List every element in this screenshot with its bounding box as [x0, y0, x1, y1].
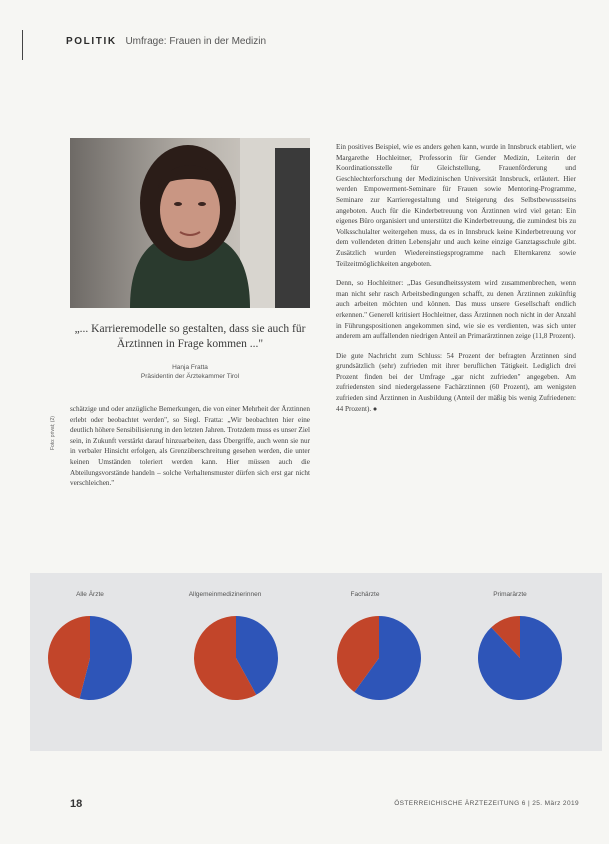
pie-title-3: Fachärzte: [350, 591, 380, 598]
quote-author-role: Präsidentin der Ärztekammer Tirol: [140, 373, 240, 380]
pie-chart-2: [193, 615, 279, 701]
portrait-photo: [70, 138, 310, 308]
pie-chart-3: [336, 615, 422, 701]
right-paragraph-2: Denn, so Hochleitner: „Das Gesundheitssystem wird zusammenbrechen, wenn man nicht sehr rasch Arbeitsbedingungen schafft, zu denen Ärztinnen zukünftig auch arbeiten möchten und können. Das muss unsere Gesellschaft endlich erkennen." Generell kritisiert Hochleitner, dass Ärztinnen noch nicht in der Anzahl in Führungspositionen angekommen sind, wie sie es verdienten, was sich unter anderem am auffallenden niedrigen Anteil an Primarärztinnen zeige (11,8 Prozent).: [336, 279, 576, 341]
right-column-text: [336, 142, 576, 423]
portrait-image: [70, 138, 310, 308]
right-paragraph-1: Ein positives Beispiel, wie es anders gehen kann, wurde in Innsbruck etabliert, wie Margarethe Hochleitner, Professorin für Gender Medizin, Leiterin der Koordinationsstelle für Gleichstellung, Frauenförderung und Geschlechterforschung der Medizinischen Universität Innsbruck, erläutert. Hier werden Empowerment-Seminare für Frauen sowie Mentoring-Programme, Seminare zur Karrieregestaltung und Steigerung des Selbstbewusstseins angeboten. Auch für die Kinderbetreuung von Ärztinnen wird viel getan: Ein eigenes Büro organisiert und unterstützt die Kinderbetreuung, die zumindest bis zu Volksschulalter weitergehen muss, da es in Innsbruck keine Kinderbetreuung vor dem vollendeten dritten Lebensjahr und auch keine einzige Ganztagsschule gibt. Zusätzlich wurden Wiedereinstiegsprogramme nach Elternkarenz sowie Teilzeitmöglichkeiten angeboten.: [336, 143, 576, 268]
pie-chart-1: [47, 615, 133, 701]
pull-quote: „... Karrieremodelle so gestalten, dass sie auch für Ärztinnen in Frage kommen ...": [74, 323, 306, 350]
left-paragraph: schätzige und oder anzügliche Bemerkungen, die von einer Mehrheit der Ärztinnen erlebt oder beobachtet werden", so Siegl. Fratta: „Wir beobachten hier eine deutlich höhere Sensibilisierung in den letzten Jahren. Trotzdem muss es unser Ziel sein, in Zukunft verstärkt darauf hinzuarbeiten, dass Übergriffe, auch wenn sie nur in verbaler Hinsicht erfolgen, als Grenzüberschreitung gesehen werden, die unter keinen Umständen toleriert werden kann. Hier müssen auch die Abteilungsvorstände handeln – solche Verhaltensmuster dürfen sich erst gar nicht verschleichen.": [70, 405, 310, 488]
quote-author: Hanja Fratta: [172, 364, 208, 371]
pie-title-2: Allgemeinmedizinerinnen: [188, 591, 262, 598]
section-subtitle: Umfrage: Frauen in der Medizin: [125, 36, 267, 47]
pie-title-4: Primarärzte: [493, 591, 527, 598]
page-header: [66, 36, 266, 47]
right-paragraph-3: Die gute Nachricht zum Schluss: 54 Prozent der befragten Ärztinnen sind grundsätzlich (sehr) zufrieden mit ihrer beruflichen Tätigkeit. Lediglich drei Prozent finden bei der Umfrage „gar nicht zufrieden" angegeben. Am zufriedensten sind niedergelassene Fachärztinnen (60 Prozent), am wenigsten zufrieden sind Ärztinnen in Ausbildung (Anteil der mäßig bis wenig Zufriedenen: 44 Prozent). ●: [336, 351, 576, 413]
page-rule: [22, 30, 23, 60]
pie-chart-panel: [30, 573, 602, 751]
photo-credit: Foto: privat; (2): [50, 416, 56, 450]
section-label: POLITIK: [66, 36, 117, 47]
page-number: 18: [70, 798, 83, 810]
publication-info: ÖSTERREICHISCHE ÄRZTEZEITUNG 6 | 25. März 2019: [394, 800, 579, 807]
pie-chart-4: [477, 615, 563, 701]
pie-title-1: Alle Ärzte: [76, 591, 104, 598]
left-column-text: [70, 404, 310, 498]
